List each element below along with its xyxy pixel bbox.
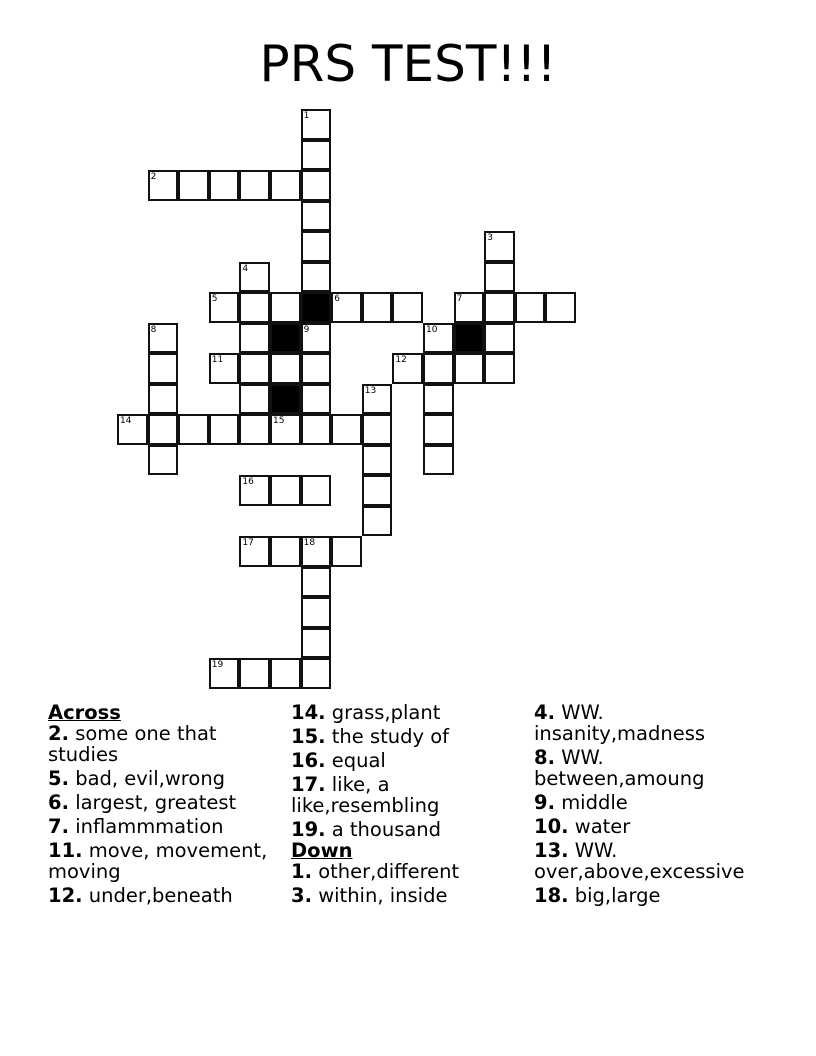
grid-cell[interactable] xyxy=(301,109,332,140)
grid-cell[interactable] xyxy=(239,323,270,354)
grid-cell[interactable] xyxy=(239,262,270,293)
clue-number: 11. xyxy=(48,839,83,862)
grid-cell[interactable] xyxy=(270,292,301,323)
clue-number: 12. xyxy=(48,884,83,907)
clue-text: grass,plant xyxy=(331,701,441,724)
clue-number: 13. xyxy=(534,839,569,862)
clue-number: 16. xyxy=(291,749,326,772)
grid-cell[interactable] xyxy=(148,384,179,415)
clue-text: other,different xyxy=(318,860,460,883)
puzzle-title: PRS TEST!!! xyxy=(259,35,557,93)
grid-cell[interactable] xyxy=(117,414,148,445)
grid-cell[interactable] xyxy=(301,353,332,384)
grid-cell[interactable] xyxy=(362,414,393,445)
clue-number: 8. xyxy=(534,746,555,769)
clue-text: move, movement, moving xyxy=(48,839,268,883)
grid-cell[interactable] xyxy=(484,292,515,323)
clue-across-6 xyxy=(48,792,283,813)
grid-cell[interactable] xyxy=(270,475,301,506)
grid-cell[interactable] xyxy=(423,353,454,384)
grid-cell[interactable] xyxy=(362,475,393,506)
grid-cell[interactable] xyxy=(270,414,301,445)
cell-number: 6 xyxy=(334,294,340,304)
clue-text: WW. between,amoung xyxy=(534,746,705,790)
clue-down-9 xyxy=(534,792,779,813)
grid-cell[interactable] xyxy=(178,170,209,201)
grid-cell[interactable] xyxy=(301,475,332,506)
black-cell xyxy=(301,292,332,323)
grid-cell[interactable] xyxy=(484,323,515,354)
down-heading: Down xyxy=(291,839,353,862)
clue-across-5 xyxy=(48,768,283,789)
cell-number: 5 xyxy=(211,294,218,304)
clue-text: largest, greatest xyxy=(75,791,237,814)
grid-cell[interactable] xyxy=(331,414,362,445)
grid-cell[interactable] xyxy=(148,445,179,476)
clue-text: WW. insanity,madness xyxy=(534,701,706,745)
clue-text: inflammmation xyxy=(75,815,224,838)
cell-number: 16 xyxy=(242,477,254,487)
grid-cell[interactable] xyxy=(301,323,332,354)
clues-column-2 xyxy=(291,702,526,909)
cell-number: 11 xyxy=(211,355,224,365)
clues-column-3 xyxy=(534,702,779,909)
cell-number: 7 xyxy=(456,294,463,304)
cell-number: 15 xyxy=(273,416,285,426)
grid-cell[interactable] xyxy=(423,414,454,445)
clue-text: under,beneath xyxy=(88,884,233,907)
grid-cell[interactable] xyxy=(454,353,485,384)
cell-number: 10 xyxy=(426,324,438,335)
grid-cell[interactable] xyxy=(270,658,301,689)
grid-cell[interactable] xyxy=(148,323,179,354)
clue-across-16 xyxy=(291,750,526,771)
clue-text: some one that studies xyxy=(48,722,217,766)
clue-across-2 xyxy=(48,723,283,765)
grid-cell[interactable] xyxy=(301,597,332,628)
black-cell xyxy=(270,323,301,354)
clue-number: 4. xyxy=(534,701,555,724)
grid-cell[interactable] xyxy=(362,292,393,323)
clue-across-15 xyxy=(291,726,526,747)
grid-cell[interactable] xyxy=(484,231,515,262)
clue-number: 15. xyxy=(291,725,326,748)
grid-cell[interactable] xyxy=(239,170,270,201)
black-cell xyxy=(454,323,485,354)
grid-cell[interactable] xyxy=(270,353,301,384)
clue-down-4 xyxy=(534,702,779,744)
clue-text: like, a like,resembling xyxy=(291,773,440,817)
grid-cell[interactable] xyxy=(423,384,454,415)
clue-down-1 xyxy=(291,861,526,882)
cell-number: 13 xyxy=(364,385,377,396)
clue-down-10 xyxy=(534,816,779,837)
cell-number: 9 xyxy=(303,324,310,335)
grid-cell[interactable] xyxy=(270,536,301,567)
grid-cell[interactable] xyxy=(362,506,393,537)
cell-number: 12 xyxy=(395,355,407,365)
cell-number: 1 xyxy=(303,111,310,121)
grid-cell[interactable] xyxy=(209,353,240,384)
clue-number: 5. xyxy=(48,767,69,790)
clue-number: 2. xyxy=(48,722,69,745)
clue-number: 17. xyxy=(291,773,326,796)
cell-number: 17 xyxy=(242,538,254,548)
grid-cell[interactable] xyxy=(301,384,332,415)
clue-text: water xyxy=(574,815,631,838)
clue-down-8 xyxy=(534,747,779,789)
grid-cell[interactable] xyxy=(148,170,179,201)
clue-across-12 xyxy=(48,885,283,906)
grid-cell[interactable] xyxy=(301,414,332,445)
clue-across-17 xyxy=(291,774,526,816)
grid-cell[interactable] xyxy=(545,292,576,323)
clue-down-18 xyxy=(534,885,779,906)
clue-text: equal xyxy=(331,749,386,772)
grid-cell[interactable] xyxy=(239,292,270,323)
grid-cell[interactable] xyxy=(484,262,515,293)
grid-cell[interactable] xyxy=(239,384,270,415)
grid-cell[interactable] xyxy=(209,658,240,689)
cell-number: 4 xyxy=(242,263,249,274)
across-heading: Across xyxy=(48,701,121,724)
clue-across-7 xyxy=(48,816,283,837)
cell-number: 19 xyxy=(211,660,224,670)
clue-text: big,large xyxy=(574,884,661,907)
clue-text: bad, evil,wrong xyxy=(75,767,226,790)
clue-number: 18. xyxy=(534,884,569,907)
clue-number: 1. xyxy=(291,860,312,883)
clue-down-13 xyxy=(534,840,779,882)
grid-cell[interactable] xyxy=(301,201,332,232)
grid-cell[interactable] xyxy=(423,445,454,476)
grid-cell[interactable] xyxy=(392,353,423,384)
grid-cell[interactable] xyxy=(301,231,332,262)
clue-text: within, inside xyxy=(318,884,448,907)
clues-column-1 xyxy=(48,702,283,909)
clue-text: WW. over,above,excessive xyxy=(534,839,745,883)
grid-cell[interactable] xyxy=(209,292,240,323)
clue-text: middle xyxy=(561,791,628,814)
grid-cell[interactable] xyxy=(301,567,332,598)
clue-number: 3. xyxy=(291,884,312,907)
grid-cell[interactable] xyxy=(423,323,454,354)
grid-cell[interactable] xyxy=(178,414,209,445)
grid-cell[interactable] xyxy=(301,140,332,171)
grid-cell[interactable] xyxy=(239,353,270,384)
clue-text: the study of xyxy=(331,725,450,748)
grid-cell[interactable] xyxy=(301,170,332,201)
grid-cell[interactable] xyxy=(362,445,393,476)
grid-cell[interactable] xyxy=(239,536,270,567)
grid-cell[interactable] xyxy=(239,658,270,689)
grid-cell[interactable] xyxy=(148,414,179,445)
clue-across-11 xyxy=(48,840,283,882)
clue-down-3 xyxy=(291,885,526,906)
black-cell xyxy=(270,384,301,415)
clue-across-14 xyxy=(291,702,526,723)
clue-number: 6. xyxy=(48,791,69,814)
cell-number: 3 xyxy=(487,233,493,243)
clue-number: 9. xyxy=(534,791,555,814)
grid-cell[interactable] xyxy=(209,170,240,201)
grid-cell[interactable] xyxy=(331,536,362,567)
clue-across-19 xyxy=(291,819,526,840)
clue-number: 7. xyxy=(48,815,69,838)
cell-number: 14 xyxy=(120,416,132,426)
clue-text: a thousand xyxy=(331,818,442,841)
grid-cell[interactable] xyxy=(301,628,332,659)
grid-cell[interactable] xyxy=(270,170,301,201)
clue-number: 10. xyxy=(534,815,569,838)
cell-number: 18 xyxy=(303,538,316,548)
grid-cell[interactable] xyxy=(239,475,270,506)
grid-cell[interactable] xyxy=(454,292,485,323)
grid-cell[interactable] xyxy=(331,292,362,323)
grid-cell[interactable] xyxy=(301,536,332,567)
grid-cell[interactable] xyxy=(148,353,179,384)
clue-number: 19. xyxy=(291,818,326,841)
grid-cell[interactable] xyxy=(515,292,546,323)
grid-cell[interactable] xyxy=(301,658,332,689)
cell-number: 2 xyxy=(150,172,157,182)
grid-cell[interactable] xyxy=(209,414,240,445)
grid-cell[interactable] xyxy=(484,353,515,384)
clue-number: 14. xyxy=(291,701,326,724)
grid-cell[interactable] xyxy=(362,384,393,415)
grid-cell[interactable] xyxy=(392,292,423,323)
grid-cell[interactable] xyxy=(301,262,332,293)
grid-cell[interactable] xyxy=(239,414,270,445)
cell-number: 8 xyxy=(150,324,157,335)
